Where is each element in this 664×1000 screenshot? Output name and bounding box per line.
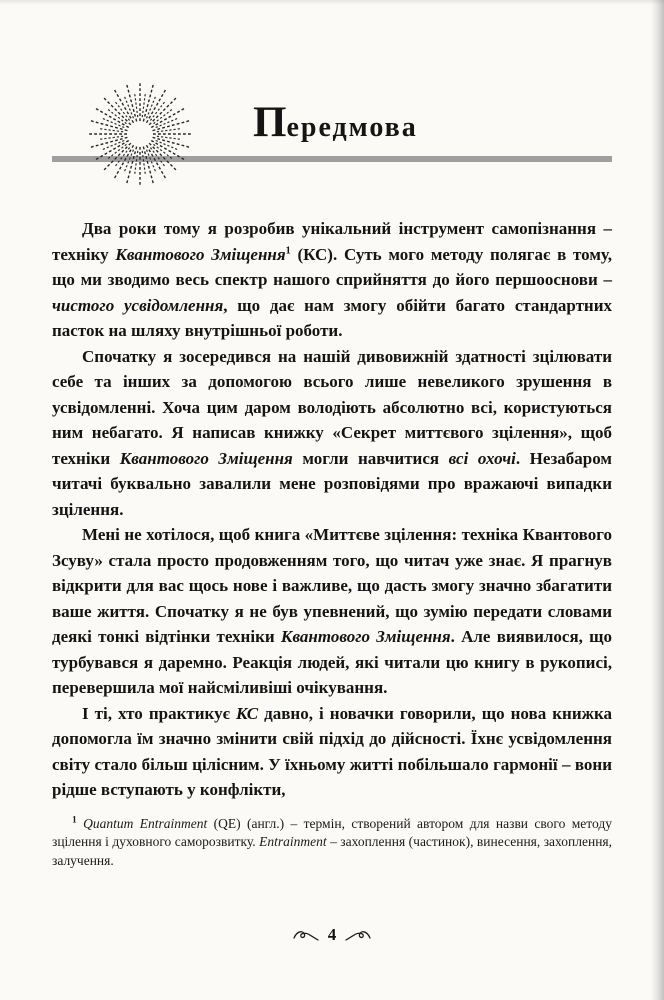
- fleuron-left-icon: [293, 929, 319, 942]
- scan-shadow-top: [0, 0, 664, 5]
- page-number: 4: [327, 925, 337, 944]
- scan-shadow-right: [651, 0, 664, 1000]
- sunburst-ornament-icon: [82, 76, 198, 192]
- body-text: [52, 216, 612, 870]
- chapter-title: [253, 101, 418, 144]
- paragraph: Мені не хотілося, щоб книга «Миттєве зцілення: техніка Квантового Зсуву» стала просто продовженням того, що читач уже знає. Я прагнув відкрити для вас щось нове і важливе, що дасть змогу значно збагатити ваше життя. Спочатку я не був упевнений, що зумію передати словами деякі тонкі відтінки техніки Квантового Зміщення. Але виявилося, що турбувався я даремно. Реакція людей, які читали цю книгу в рукописі, перевершила мої найсміливіші очікування.: [52, 525, 613, 697]
- footnote: $^1$ Quantum Entrainment (QE) (англ.) – термін, створений автором для назви свого методу зцілення і духовного саморозвитку. Entrainment – захоплення (частинок), винесення, захоплення, залучення.: [52, 815, 613, 868]
- chapter-title-rest: ередмова: [286, 112, 418, 143]
- paragraph: Спочатку я зосередився на нашій дивовижній здатності зцілювати себе та інших за допомогою всього лише невеликого зрушення в усвідомленні. Хоча цим даром володіють абсолютно всі, користуються ним небагато. Я написав книжку «Секрет миттєвого зцілення», щоб техніки Квантового Зміщення могли навчитися всі охочі. Незабаром читачі буквально завалили мене розповідями про вражаючі випадки зцілення.: [52, 346, 612, 519]
- chapter-title-initial: П: [253, 99, 287, 146]
- fleuron-right-icon: [345, 929, 371, 942]
- paragraph: І ті, хто практикує КС давно, і новачки говорили, що нова книжка допомогла їм значно змінити свій підхід до дійсності. Їхнє усвідомлення світу стало більш цілісним. У їхньому житті побільшало гармонії – вони рідше вступають у конфлікти,: [52, 703, 613, 799]
- page-footer: [0, 925, 664, 945]
- chapter-header: [0, 0, 664, 212]
- paragraph: Два роки тому я розробив унікальний інструмент самопізнання – техніку Квантового Зміщення$^1$ (КС). Суть мого методу полягає в тому, що ми зводимо весь спектр нашого сприйняття до його першооснови – чистого усвідомлення, що дає нам змогу обійти багато стандартних пасток на шляху внутрішньої роботи.: [52, 219, 613, 340]
